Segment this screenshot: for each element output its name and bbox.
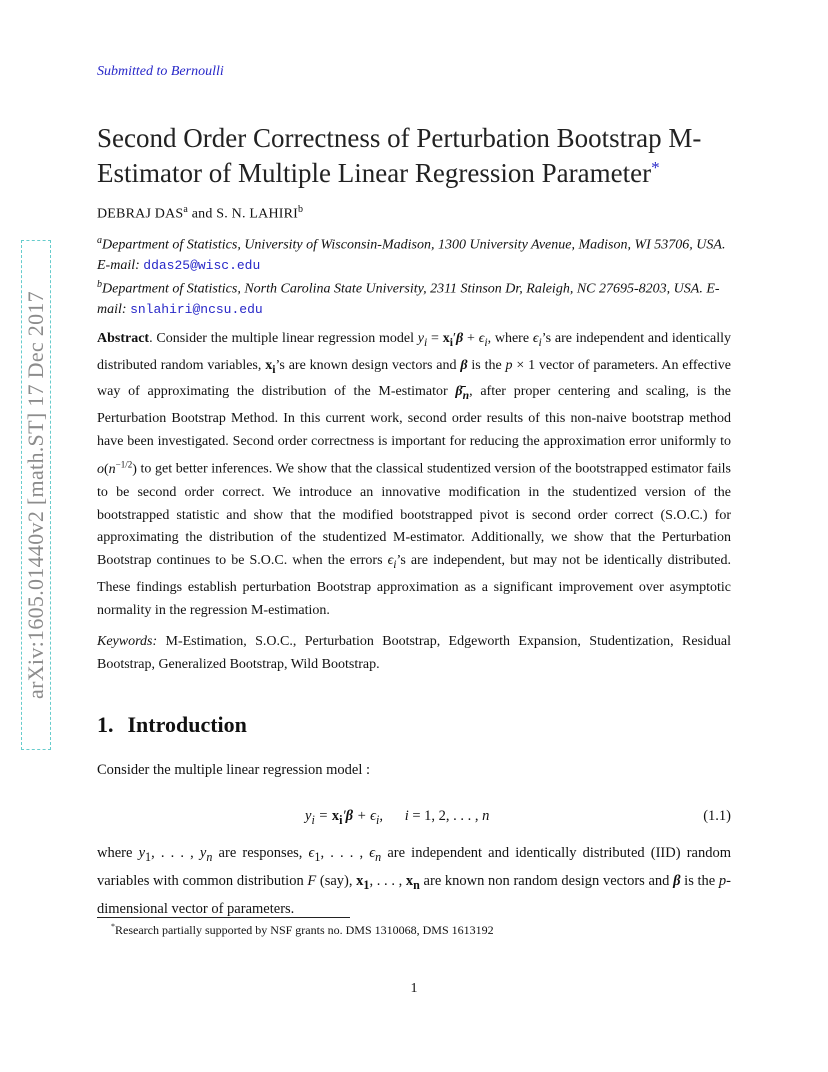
math-x-i: $x_i$ (265, 357, 276, 376)
affiliation-a (97, 231, 737, 276)
where-text-3: are independent and identically distributed (IID) random variables with common distribution (97, 845, 732, 889)
abstract-text-1: . Consider the multiple linear regression model (149, 331, 418, 346)
title-footnote-mark[interactable]: * (651, 158, 660, 177)
paper-title (97, 121, 737, 191)
footnote-text: Research partially supported by NSF grants no. DMS 1310068, DMS 1613192 (115, 923, 494, 937)
author-1-mark: a (183, 204, 189, 215)
abstract-text-9: ’s are independent, but may not be identically distributed. These findings establish perturbation Bootstrap approximation as a significant improvement over asymptotic normality in the regression M-estimation. (97, 553, 732, 618)
where-paragraph (97, 841, 731, 921)
affiliation-b-text: Department of Statistics, North Carolina State University, 2311 Stinson Dr, Raleigh, NC 27695-8203, USA. E-mail: (97, 281, 720, 317)
keywords-label: Keywords: (97, 634, 158, 649)
math-epsilon-i-2: $\epsilon_i$ (387, 553, 397, 572)
abstract-text-6: vector of parameters. An effective way of approximating the distribution of the M-estimator (97, 357, 731, 400)
math-p-by-1: p × 1 (505, 357, 536, 373)
email-a-link[interactable]: ddas25@wisc.edu (143, 257, 261, 273)
math-F: F (307, 872, 317, 889)
author-joiner: and (191, 206, 213, 222)
affiliation-b-mark: b (97, 279, 102, 290)
math-epsilon-list: $\epsilon_1$, . . . , $\epsilon_n$ (308, 845, 382, 864)
where-text-2: are responses, (212, 845, 309, 861)
abstract-text-4: ’s are known design vectors and (275, 357, 461, 373)
where-text-5: are known non random design vectors and (419, 872, 674, 889)
math-y-list: $y_1$, . . . , $y_n$ (138, 845, 213, 864)
author-2: S. N. LAHIRI (216, 206, 299, 222)
abstract-text-7: , after proper centering and scaling, is the Perturbation Bootstrap Method. In this current work, second order results of this non-naive bootstrap method have been investigated. Second order correctness is important for reducing the approximation error uniformly to (97, 384, 731, 449)
affiliation-a-mark: a (97, 235, 102, 246)
math-epsilon-i: $\epsilon_i$ (532, 331, 542, 349)
affiliation-b (97, 275, 737, 320)
abstract-label: Abstract (97, 331, 150, 346)
affiliation-a-text: Department of Statistics, University of Wisconsin-Madison, 1300 University Avenue, Madison, WI 53706, USA. E-mail: (97, 237, 726, 273)
email-b-link[interactable]: snlahiri@ncsu.edu (130, 301, 263, 317)
where-text-1: where (97, 845, 139, 861)
abstract-text-3: ’s are independent and identically distributed random variables, (97, 331, 732, 373)
math-x-list: $x_1$, . . . , $x_n$ (356, 872, 420, 892)
keywords (97, 630, 731, 676)
page-number: 1 (410, 981, 418, 996)
arxiv-identifier: arXiv:1605.01440v2 [math.ST] 17 Dec 2017 (23, 291, 48, 699)
math-beta-2: β (673, 872, 681, 889)
math-beta-bar-n: $\betā_n$ (455, 384, 470, 402)
equation-1-1 (97, 808, 731, 830)
section-heading (97, 712, 247, 738)
abstract-text-8: to get better inferences. We show that the classical studentized version of the bootstrapped estimator fails to be second order correct. We introduce an innovative modification in the studentized version of the bootstrapped statistic and show that the modified bootstrapped pivot is second order correct (S.O.C.) for approximating the distribution of the studentized M-estimator. Additionally, we show that the Perturbation Bootstrap continues to be S.O.C. when the errors (97, 462, 731, 569)
math-order-rate: $o(n^{-1/2})$ (97, 459, 137, 478)
submitted-link[interactable]: Submitted to Bernoulli (97, 64, 224, 79)
abstract-text-2: , where (487, 331, 533, 346)
where-text-4: (say), (316, 872, 357, 889)
abstract-text-5: is the (467, 357, 506, 373)
math-beta: β (460, 357, 468, 373)
equation-tag: (1.1) (703, 808, 731, 824)
author-2-mark: b (298, 204, 304, 215)
equation-body: $y_i = x_i'\beta + \epsilon_i$, i = 1, 2, . . . , n (305, 808, 490, 827)
math-p: p (718, 872, 727, 889)
where-text-6: is the (680, 872, 719, 889)
math-regression-model: $y_i = x_i'\beta + \epsilon_i$ (417, 331, 488, 349)
section-title: Introduction (127, 712, 247, 737)
authors (97, 204, 303, 223)
section-number: 1. (97, 712, 114, 737)
footnote-mark: * (111, 922, 115, 931)
footnote (111, 922, 494, 938)
footnote-rule (97, 917, 350, 918)
abstract (97, 328, 731, 622)
keywords-text: M-Estimation, S.O.C., Perturbation Bootstrap, Edgeworth Expansion, Studentization, Residual Bootstrap, Generalized Bootstrap, Wild Bootstrap. (97, 634, 731, 672)
arxiv-sidebar (21, 240, 51, 750)
where-text-7: -dimensional vector of parameters. (97, 872, 731, 917)
intro-paragraph: Consider the multiple linear regression model : (97, 762, 371, 778)
title-text: Second Order Correctness of Perturbation Bootstrap M-Estimator of Multiple Linear Regression Parameter (97, 123, 702, 188)
author-1: DEBRAJ DAS (97, 206, 184, 222)
